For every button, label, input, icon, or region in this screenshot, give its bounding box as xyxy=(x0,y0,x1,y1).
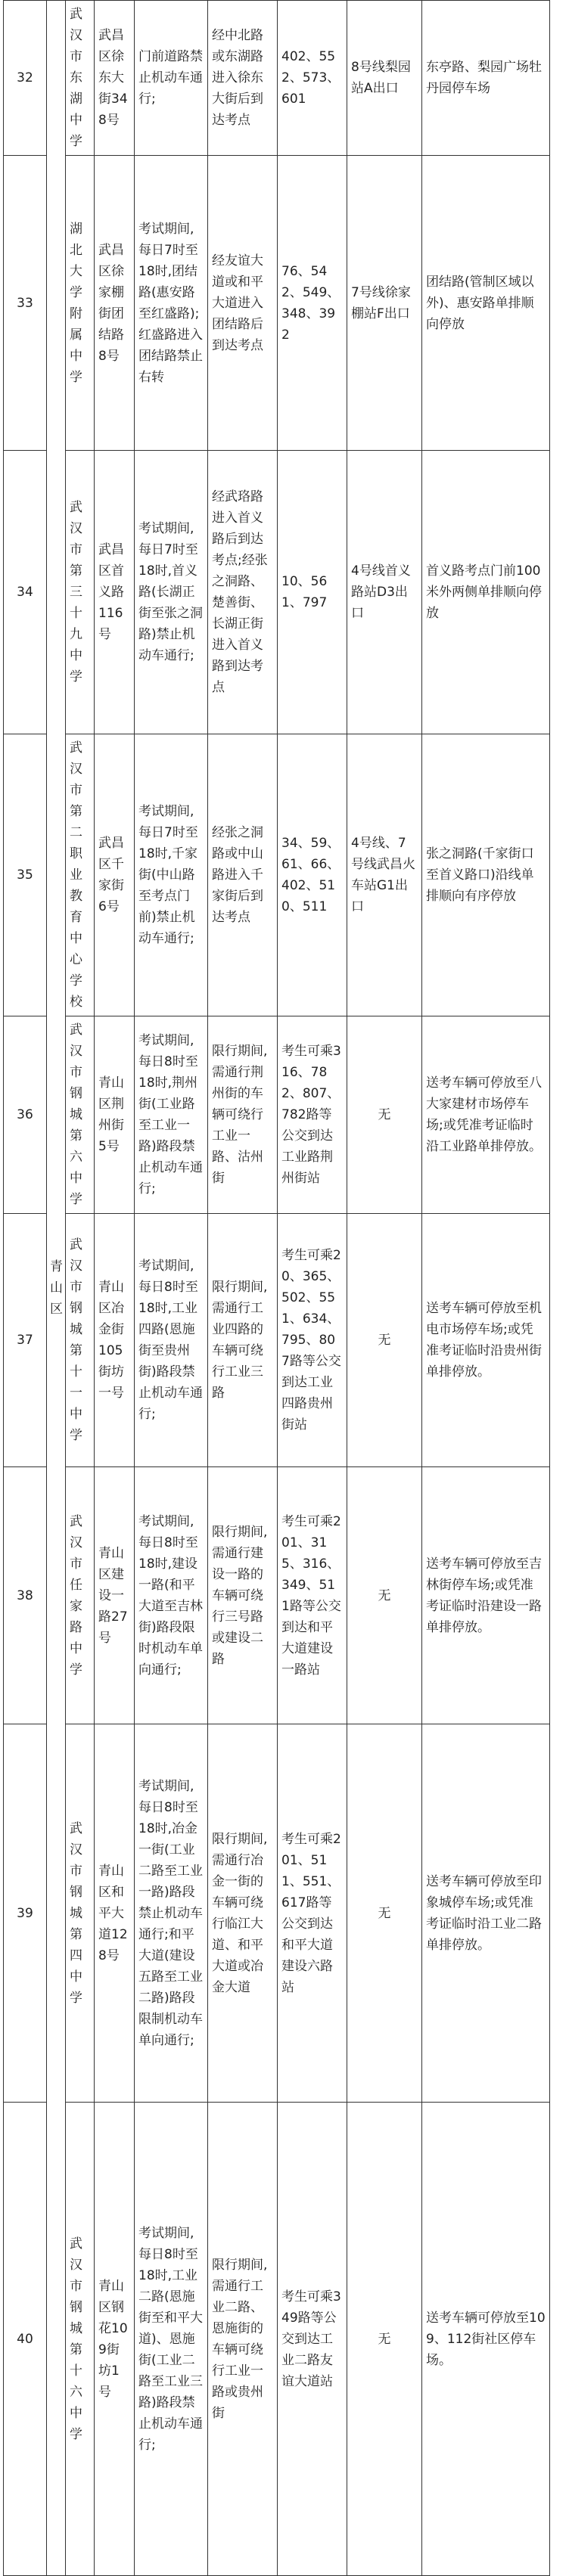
school-address: 青山区和平大道128号 xyxy=(95,1724,135,2103)
bus-lines: 34、59、61、66、402、510、511 xyxy=(278,734,347,1016)
row-number: 36 xyxy=(4,1016,47,1214)
traffic-control: 考试期间,每日8时至18时,冶金一街(工业二路至工业一路)路段禁止机动车通行;和平大道(建设五路至工业二路)路段限制机动车单向通行; xyxy=(135,1724,208,2103)
school-address: 武昌区徐家棚街团结路8号 xyxy=(95,156,135,451)
school-name: 武汉市钢城第四中学 xyxy=(66,1724,95,2103)
row-number: 34 xyxy=(4,451,47,734)
school-address: 青山区冶金街105街坊一号 xyxy=(95,1214,135,1467)
metro-station: 无 xyxy=(347,1214,422,1467)
parking-info: 首义路考点门前100米外两侧单排顺向停放 xyxy=(422,451,550,734)
row-number: 39 xyxy=(4,1724,47,2103)
traffic-control: 考试期间,每日8时至18时,荆州街(工业路至工业一路)路段禁止机动车通行; xyxy=(135,1016,208,1214)
table-row xyxy=(4,1724,550,2103)
school-name: 武汉市钢城第十一中学 xyxy=(66,1214,95,1467)
metro-station: 4号线首义路站D3出口 xyxy=(347,451,422,734)
row-number: 32 xyxy=(4,1,47,156)
table-row xyxy=(4,451,550,734)
detour-route: 限行期间,需通行工业四路的车辆可绕行工业三路 xyxy=(208,1214,278,1467)
school-address: 武昌区千家街6号 xyxy=(95,734,135,1016)
detour-route: 限行期间,需通行建设一路的车辆可绕行三号路或建设二路 xyxy=(208,1467,278,1724)
bus-lines: 考生可乘316、782、807、782路等公交到达工业路荆州街站 xyxy=(278,1016,347,1214)
detour-route: 限行期间,需通行工业二路、恩施街的车辆可绕行工业一路或贵州街 xyxy=(208,2103,278,2576)
table-row xyxy=(4,1016,550,1214)
bus-lines: 考生可乘20、365、502、551、634、795、807路等公交到达工业四路贵州街站 xyxy=(278,1214,347,1467)
metro-station: 无 xyxy=(347,1724,422,2103)
metro-station: 8号线梨园站A出口 xyxy=(347,1,422,156)
bus-lines: 考生可乘201、511、551、617路等公交到达和平大道建设六路站 xyxy=(278,1724,347,2103)
table-row xyxy=(4,2103,550,2576)
row-number: 37 xyxy=(4,1214,47,1467)
metro-station: 无 xyxy=(347,2103,422,2576)
school-name: 湖北大学附属中学 xyxy=(66,156,95,451)
parking-info: 送考车辆可停放至八大家建材市场停车场;或凭准考证临时沿工业路单排停放。 xyxy=(422,1016,550,1214)
school-name: 武汉市东湖中学 xyxy=(66,1,95,156)
metro-station: 无 xyxy=(347,1016,422,1214)
school-name: 武汉市第二职业教育中心学校 xyxy=(66,734,95,1016)
parking-info: 送考车辆可停放至吉林街停车场;或凭准考证临时沿建设一路单排停放。 xyxy=(422,1467,550,1724)
detour-route: 限行期间,需通行冶金一街的车辆可绕行临江大道、和平大道或冶金大道 xyxy=(208,1724,278,2103)
table-row xyxy=(4,734,550,1016)
parking-info: 送考车辆可停放至109、112街社区停车场。 xyxy=(422,2103,550,2576)
row-number: 38 xyxy=(4,1467,47,1724)
school-address: 武昌区首义路116号 xyxy=(95,451,135,734)
table-row xyxy=(4,1,550,156)
detour-route: 经张之洞路或中山路进入千家街后到达考点 xyxy=(208,734,278,1016)
traffic-control: 考试期间,每日7时至18时,首义路(长湖正街至张之洞路)禁止机动车通行; xyxy=(135,451,208,734)
traffic-control: 考试期间,每日8时至18时,工业四路(恩施街至贵州街)路段禁止机动车通行; xyxy=(135,1214,208,1467)
table-row xyxy=(4,1214,550,1467)
parking-info: 团结路(管制区域以外)、惠安路单排顺向停放 xyxy=(422,156,550,451)
detour-route: 经友谊大道或和平大道进入团结路后到达考点 xyxy=(208,156,278,451)
exam-traffic-table xyxy=(3,0,550,2576)
parking-info: 送考车辆可停放至机电市场停车场;或凭准考证临时沿贵州街单排停放。 xyxy=(422,1214,550,1467)
detour-route: 经武珞路进入首义路后到达考点;经张之洞路、楚善街、长湖正街进入首义路到达考点 xyxy=(208,451,278,734)
school-address: 武昌区徐东大街348号 xyxy=(95,1,135,156)
school-name: 武汉市第三十九中学 xyxy=(66,451,95,734)
row-number: 33 xyxy=(4,156,47,451)
row-number: 35 xyxy=(4,734,47,1016)
traffic-control: 考试期间,每日7时至18时,团结路(惠安路至红盛路);红盛路进入团结路禁止右转 xyxy=(135,156,208,451)
school-address: 青山区建设一路27号 xyxy=(95,1467,135,1724)
school-address: 青山区钢花109街坊1号 xyxy=(95,2103,135,2576)
school-name: 武汉市钢城第六中学 xyxy=(66,1016,95,1214)
bus-lines: 考生可乘349路等公交到达工业二路友谊大道站 xyxy=(278,2103,347,2576)
school-name: 武汉市任家路中学 xyxy=(66,1467,95,1724)
traffic-control: 考试期间,每日8时至18时,建设一路(和平大道至吉林街)路段限时机动车单向通行; xyxy=(135,1467,208,1724)
bus-lines: 10、561、797 xyxy=(278,451,347,734)
table-row xyxy=(4,1467,550,1724)
district-cell: 青山区 xyxy=(47,1,66,2576)
traffic-control: 考试期间,每日7时至18时,千家街(中山路至考点门前)禁止机动车通行; xyxy=(135,734,208,1016)
metro-station: 无 xyxy=(347,1467,422,1724)
bus-lines: 76、542、549、348、392 xyxy=(278,156,347,451)
metro-station: 4号线、7号线武昌火车站G1出口 xyxy=(347,734,422,1016)
school-name: 武汉市钢城第十六中学 xyxy=(66,2103,95,2576)
metro-station: 7号线徐家棚站F出口 xyxy=(347,156,422,451)
parking-info: 送考车辆可停放至印象城停车场;或凭准考证临时沿工业二路单排停放。 xyxy=(422,1724,550,2103)
bus-lines: 考生可乘201、315、316、349、511路等公交到达和平大道建设一路站 xyxy=(278,1467,347,1724)
parking-info: 张之洞路(千家街口至首义路口)沿线单排顺向有序停放 xyxy=(422,734,550,1016)
school-address: 青山区荆州街5号 xyxy=(95,1016,135,1214)
table-row xyxy=(4,156,550,451)
bus-lines: 402、552、573、601 xyxy=(278,1,347,156)
traffic-control: 考试期间,每日8时至18时,工业二路(恩施街至和平大道)、恩施街(工业二路至工业三路)路段禁止机动车通行; xyxy=(135,2103,208,2576)
detour-route: 经中北路或东湖路进入徐东大街后到达考点 xyxy=(208,1,278,156)
detour-route: 限行期间,需通行荆州街的车辆可绕行工业一路、沽州街 xyxy=(208,1016,278,1214)
traffic-control: 门前道路禁止机动车通行; xyxy=(135,1,208,156)
parking-info: 东亭路、梨园广场牡丹园停车场 xyxy=(422,1,550,156)
row-number: 40 xyxy=(4,2103,47,2576)
